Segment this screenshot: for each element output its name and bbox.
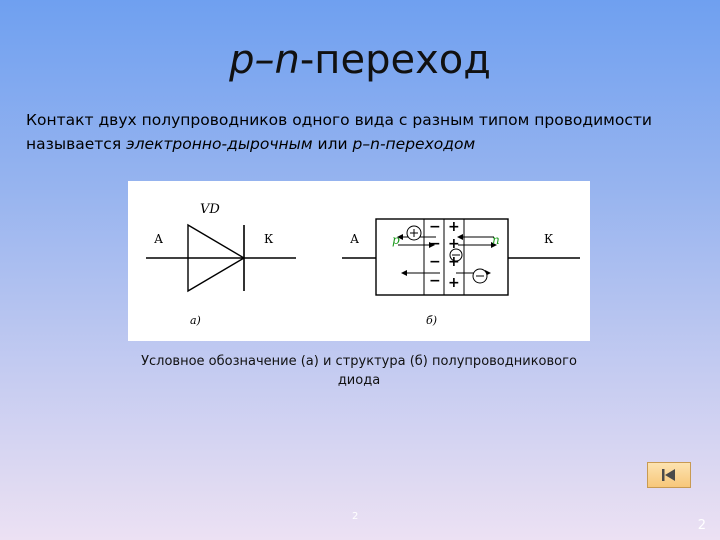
subfig-a-label: а) xyxy=(190,314,201,327)
cathode-label-b: К xyxy=(544,232,554,246)
minus-sign: − xyxy=(429,236,441,252)
diode-figure-svg xyxy=(128,181,590,341)
plus-sign: + xyxy=(448,254,460,270)
slide-number-footer: 2 xyxy=(352,511,359,522)
para-term1: электронно-дырочным xyxy=(126,135,313,153)
region-n-label: n xyxy=(492,233,500,247)
subfig-b-label: б) xyxy=(426,314,438,327)
first-slide-button[interactable] xyxy=(647,462,691,488)
diode-structure xyxy=(342,219,580,295)
definition-paragraph xyxy=(26,108,696,156)
figure-caption: Условное обозначение (а) и структура (б) полупроводникового диода xyxy=(141,354,577,388)
anode-label-b: А xyxy=(350,232,360,246)
diode-figure xyxy=(128,181,590,341)
minus-sign: − xyxy=(429,273,441,289)
plus-sign: + xyxy=(448,236,460,252)
plus-sign: + xyxy=(448,219,460,235)
title-rest: -переход xyxy=(299,37,491,83)
diode-symbol xyxy=(146,225,296,291)
title-pn: p–n xyxy=(229,37,300,83)
diode-label-vd: VD xyxy=(200,202,220,217)
slide-number-corner: 2 xyxy=(697,518,706,533)
minus-sign: − xyxy=(429,254,441,270)
para-term2: p–n-переходом xyxy=(352,135,476,153)
plus-sign: + xyxy=(448,275,460,291)
anode-label-a: А xyxy=(154,232,164,246)
slide-title xyxy=(0,34,720,86)
minus-sign: − xyxy=(429,219,441,235)
para-part1: Контакт двух полупроводников одного вида с разным типом проводимости называется xyxy=(26,111,652,153)
skip-to-first-icon xyxy=(648,463,690,487)
para-part2: или xyxy=(312,135,353,153)
region-p-label: p xyxy=(392,233,400,247)
cathode-label-a: К xyxy=(264,232,274,246)
